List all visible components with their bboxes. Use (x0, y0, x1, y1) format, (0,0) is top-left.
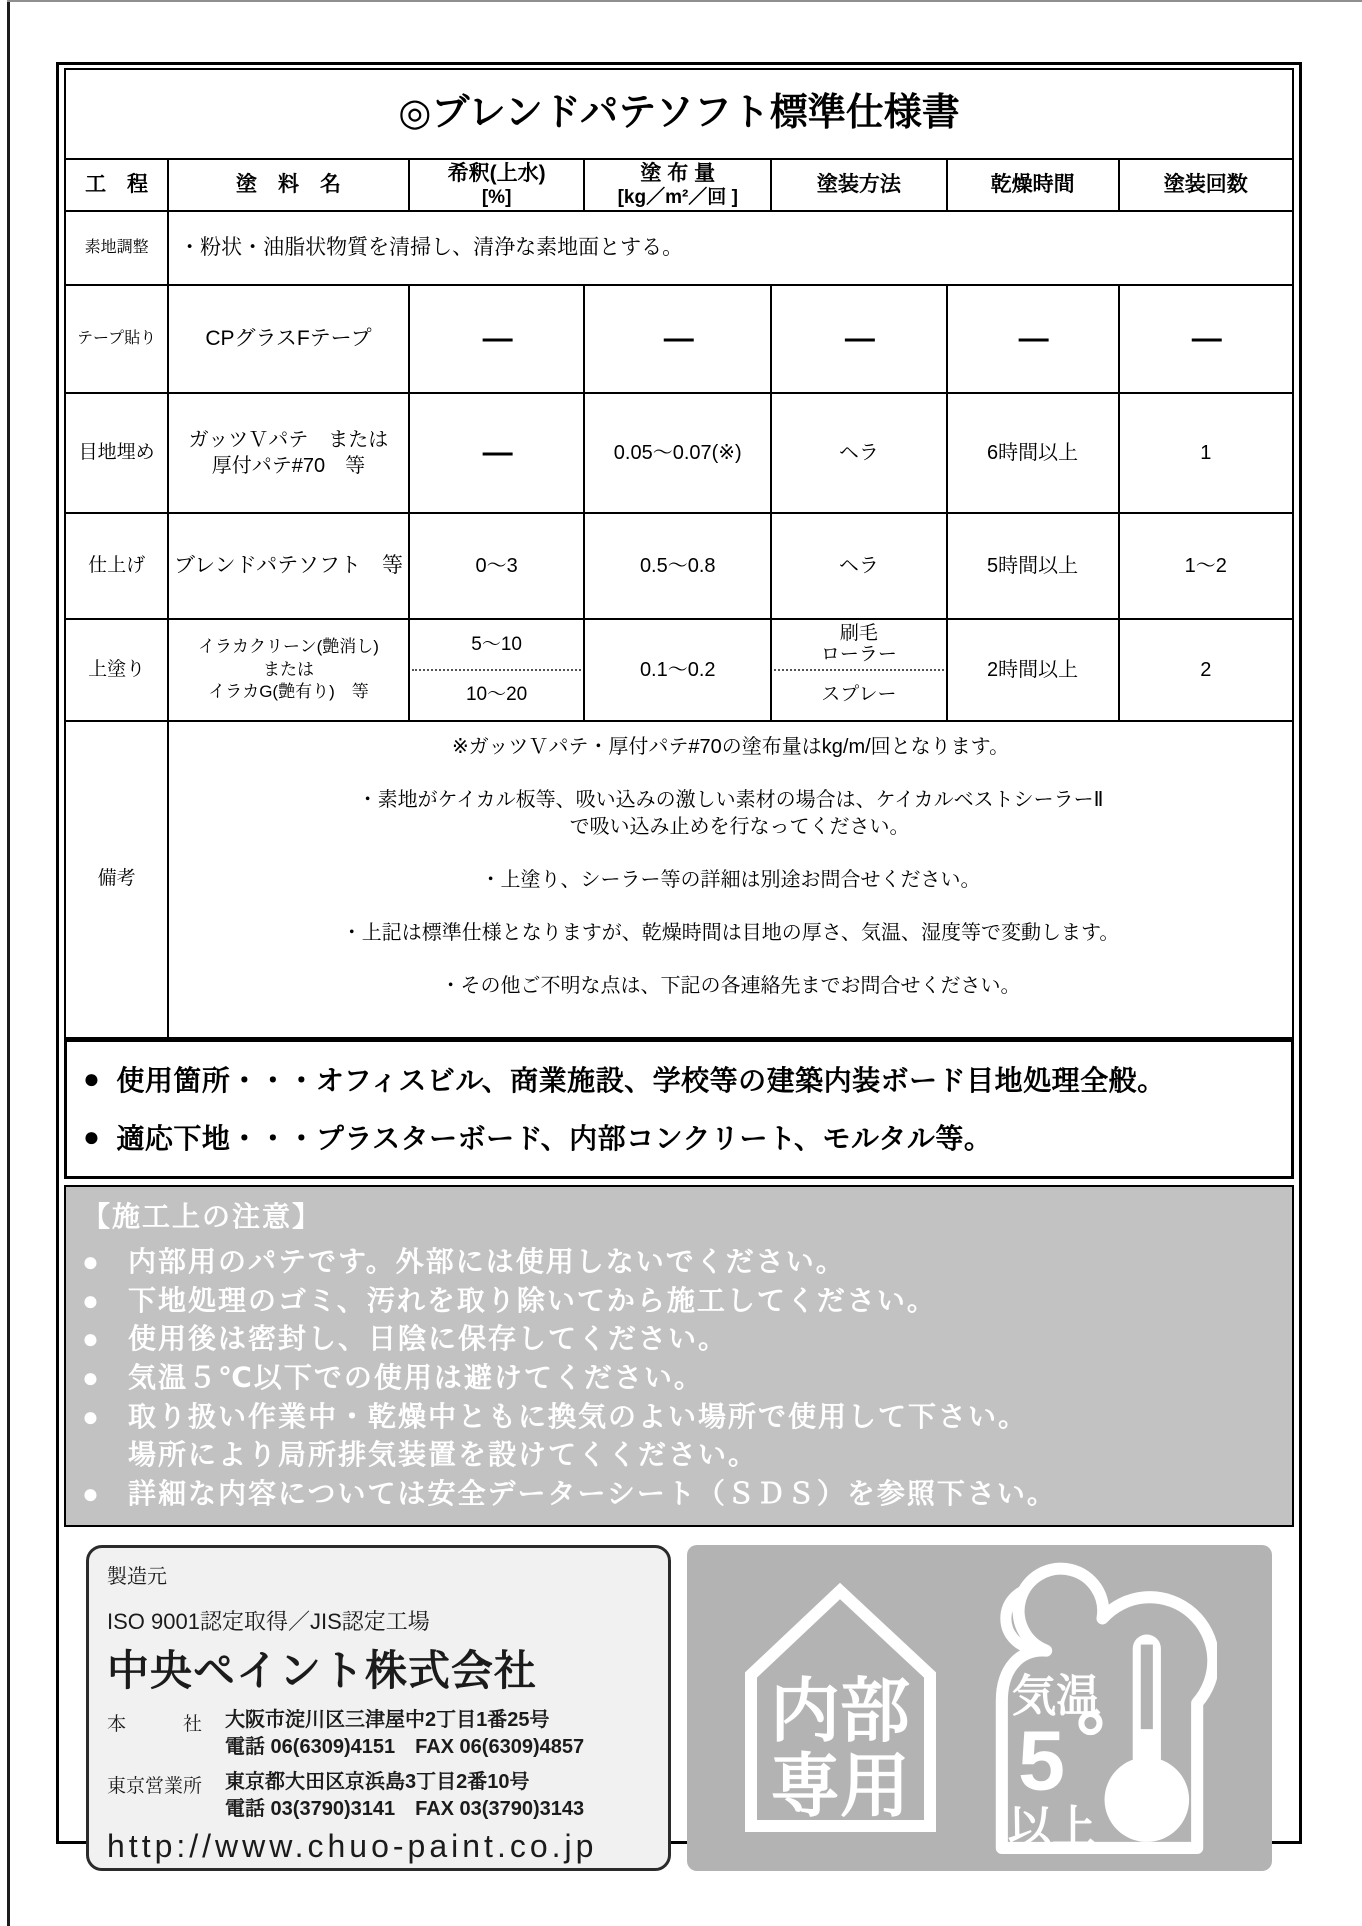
finish-amount: 0.5～0.8 (584, 513, 771, 619)
col-header-dilution (409, 159, 585, 211)
usage-item-substrates (83, 1108, 1283, 1166)
row-label-remarks: 備考 (65, 721, 168, 1038)
notice-item-continuation (82, 1436, 1276, 1475)
finish-dilution: 0～3 (409, 513, 585, 619)
joint-fill-count: 1 (1119, 393, 1293, 513)
col-header-amount-main: 塗 布 量 (640, 161, 716, 185)
page-edge-top (7, 0, 1362, 2)
tape-dry-dash: ― (947, 285, 1119, 393)
bullet-icon: ● (82, 1477, 101, 1509)
topcoat-method-spray: スプレー (821, 683, 897, 705)
joint-fill-paint-name (168, 393, 409, 513)
tokyo-office-address-line: 東京都大田区京浜島3丁目2番10号 (225, 1771, 530, 1794)
remark-note-line1: ・素地がケイカル板等、吸い込みの激しい素材の場合は、ケイカルベストシーラーⅡ (357, 788, 1104, 811)
finish-paint-name: ブレンドパテソフト 等 (168, 513, 409, 619)
bullet-icon: ● (83, 1121, 101, 1152)
joint-fill-paint-name-line2: 厚付パテ#70 等 (211, 455, 366, 477)
bullet-icon: ● (82, 1400, 101, 1432)
row-label-tape: テープ貼り (65, 285, 168, 393)
tape-method-dash: ― (771, 285, 947, 393)
topcoat-dry-time: 2時間以上 (947, 619, 1119, 721)
interior-badge-text-top: 内部 (769, 1672, 910, 1751)
head-office-address (225, 1707, 584, 1760)
remark-note: ・その他ご不明な点は、下記の各連絡先までお問合せください。 (440, 974, 1021, 997)
company-name: 中央ペイント株式会社 (107, 1647, 538, 1695)
head-office-phone: 電話 06(6309)4151 FAX 06(6309)4857 (225, 1735, 585, 1758)
spec-table (64, 68, 1294, 1039)
manufacturer-box (86, 1545, 671, 1871)
finish-count: 1～2 (1119, 513, 1293, 619)
notice-item-text: 場所により局所排気装置を設けてくください。 (128, 1439, 759, 1471)
head-office-label: 本 社 (107, 1714, 203, 1736)
notice-item (82, 1320, 1276, 1359)
topcoat-paint-name-line1: イラカクリーン(艶消し) (197, 636, 379, 656)
usage-substrates-text: 適応下地・・・プラスターボード、内部コンクリート、モルタル等。 (116, 1123, 993, 1154)
notice-item-text: 取り扱い作業中・乾燥中ともに換気のよい場所で使用して下さい。 (128, 1400, 1029, 1432)
col-header-amount-unit: [kg／m²／回 ] (617, 186, 738, 208)
topcoat-paint-name-line3: イラカG(艶有り) 等 (208, 682, 369, 702)
topcoat-method-cell (771, 619, 947, 721)
notice-item-text: 気温５℃以下での使用は避けてください。 (128, 1361, 704, 1393)
remark-note: ・上記は標準仕様となりますが、乾燥時間は目地の厚さ、気温、湿度等で変動します。 (341, 921, 1120, 944)
badge-box (687, 1545, 1272, 1871)
remark-note: ・上塗り、シーラー等の詳細は別途お問合せください。 (480, 868, 981, 891)
row-remarks (65, 721, 1293, 1038)
surface-prep-note: ・粉状・油脂状物質を清掃し、清浄な素地面とする。 (168, 211, 1293, 285)
notice-item (82, 1282, 1276, 1321)
head-office-address-line: 大阪市淀川区三津屋中2丁目1番25号 (225, 1709, 550, 1732)
head-office-row (107, 1707, 650, 1760)
row-finish (65, 513, 1293, 619)
topcoat-paint-name (168, 619, 409, 721)
certification-text: ISO 9001認定取得／JIS認定工場 (107, 1609, 430, 1635)
joint-fill-dilution-dash: ― (409, 393, 585, 513)
col-header-method: 塗装方法 (771, 159, 947, 211)
topcoat-method-brush: 刷毛 (839, 623, 878, 645)
topcoat-count: 2 (1119, 619, 1293, 721)
row-label-finish: 仕上げ (65, 513, 168, 619)
col-header-amount (584, 159, 771, 211)
page-title: ◎ブレンドパテソフト標準仕様書 (65, 69, 1293, 159)
title-row (65, 69, 1293, 159)
page-edge-left (7, 0, 10, 1926)
remarks-cell (168, 721, 1293, 1038)
tokyo-office-row (107, 1769, 650, 1822)
remark-note (169, 787, 1292, 841)
topcoat-method-upper (772, 621, 946, 669)
joint-fill-method: ヘラ (771, 393, 947, 513)
joint-fill-dry-time: 6時間以上 (947, 393, 1119, 513)
manufacturer-label: 製造元 (107, 1566, 167, 1589)
tape-amount-dash: ― (584, 285, 771, 393)
topcoat-dilution-upper: 5～10 (471, 633, 522, 655)
finish-method: ヘラ (771, 513, 947, 619)
notice-title: 【施工上の注意】 (82, 1201, 323, 1232)
tokyo-office-address (225, 1769, 584, 1822)
col-header-count: 塗装回数 (1119, 159, 1293, 211)
temp-badge-text-kion: 気温 (1011, 1672, 1101, 1722)
notice-item (82, 1359, 1276, 1398)
tape-paint-name: CPグラスFテープ (168, 285, 409, 393)
bullet-icon: ● (82, 1323, 101, 1355)
usage-section (64, 1039, 1294, 1179)
temp-badge-text-5: 5 (1017, 1712, 1065, 1808)
interior-only-badge (743, 1583, 938, 1833)
remark-note-line2: で吸い込み止めを行なってください。 (569, 815, 910, 838)
topcoat-dilution-cell (409, 619, 585, 721)
topcoat-amount: 0.1～0.2 (584, 619, 771, 721)
bullet-icon: ● (82, 1284, 101, 1316)
temperature-badge (982, 1562, 1217, 1854)
finish-dry-time: 5時間以上 (947, 513, 1119, 619)
row-tape (65, 285, 1293, 393)
content-frame (56, 62, 1302, 1864)
col-header-dilution-unit: [%] (481, 186, 512, 208)
notice-item (82, 1243, 1276, 1282)
row-label-topcoat: 上塗り (65, 619, 168, 721)
construction-notice-box (64, 1185, 1294, 1527)
remark-note: ※ガッツＶパテ・厚付パテ#70の塗布量はkg/m/回となります。 (452, 735, 1010, 758)
col-header-dilution-main: 希釈(上水) (447, 161, 546, 185)
col-header-process: 工 程 (65, 159, 168, 211)
usage-item-locations (83, 1050, 1283, 1108)
company-url: http://www.chuo-paint.co.jp (107, 1827, 598, 1864)
tokyo-office-label: 東京営業所 (107, 1776, 203, 1798)
notice-item (82, 1475, 1276, 1514)
notice-item-text: 下地処理のゴミ、汚れを取り除いてから施工してください。 (128, 1284, 937, 1316)
tokyo-office-phone: 電話 03(3790)3141 FAX 03(3790)3143 (225, 1797, 585, 1820)
row-surface-prep (65, 211, 1293, 285)
row-topcoat (65, 619, 1293, 721)
joint-fill-paint-name-line1: ガッツＶパテ または (188, 429, 389, 451)
notice-item-text: 内部用のパテです。外部には使用しないでください。 (128, 1246, 846, 1277)
tape-count-dash: ― (1119, 285, 1293, 393)
bullet-icon: ● (82, 1361, 101, 1393)
row-joint-fill (65, 393, 1293, 513)
topcoat-method-roller: ローラー (820, 644, 897, 665)
footer-area (64, 1545, 1294, 1871)
col-header-paint: 塗 料 名 (168, 159, 409, 211)
topcoat-paint-name-line2: または (262, 659, 314, 679)
table-header-row (65, 159, 1293, 211)
topcoat-dilution-lower: 10～20 (465, 683, 528, 705)
row-label-joint-fill: 目地埋め (65, 393, 168, 513)
joint-fill-amount: 0.05～0.07(※) (584, 393, 771, 513)
interior-badge-text-bottom: 専用 (769, 1747, 910, 1826)
bullet-icon: ● (83, 1063, 101, 1094)
bullet-icon: ● (82, 1246, 101, 1277)
notice-item (82, 1398, 1276, 1437)
usage-locations-text: 使用箇所・・・オフィスビル、商業施設、学校等の建築内装ボード目地処理全般。 (116, 1065, 1166, 1096)
tape-dilution-dash: ― (409, 285, 585, 393)
row-label-surface-prep: 素地調整 (65, 211, 168, 285)
notice-item-text: 詳細な内容については安全データーシート（ＳＤＳ）を参照下さい。 (128, 1477, 1057, 1509)
notice-item-text: 使用後は密封し、日陰に保存してください。 (128, 1323, 729, 1355)
col-header-dry: 乾燥時間 (947, 159, 1119, 211)
temp-badge-text-ijou: 以上 (1007, 1803, 1096, 1853)
